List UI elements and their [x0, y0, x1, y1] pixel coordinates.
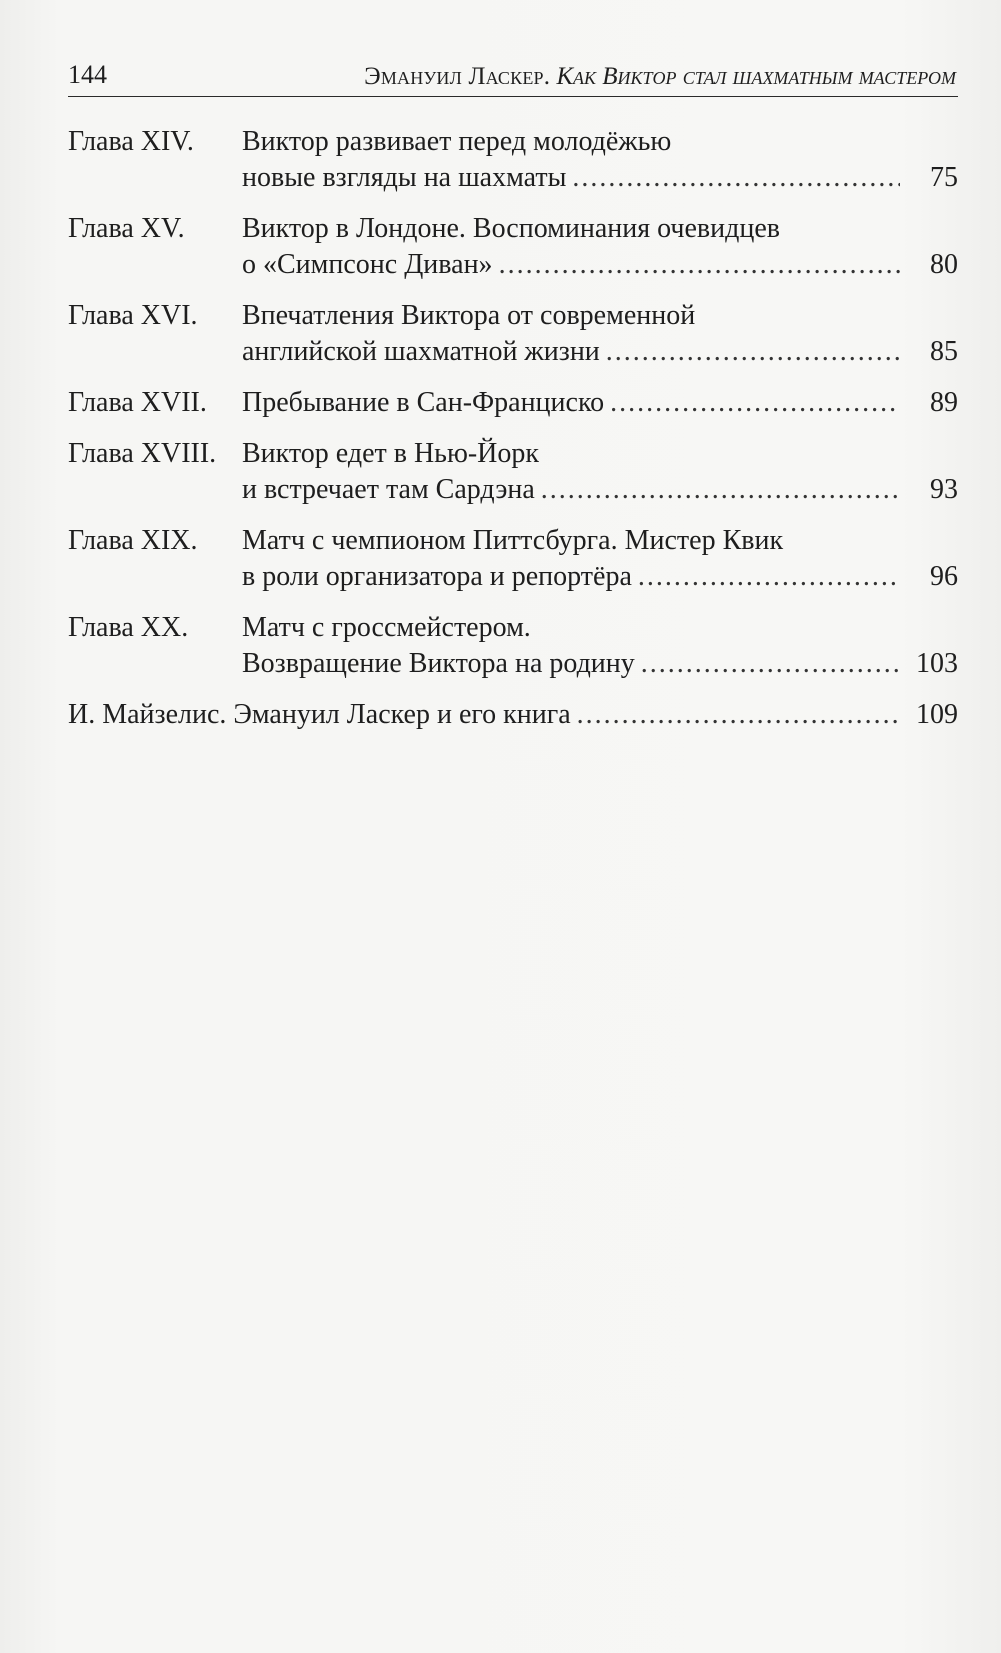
chapter-title	[242, 610, 958, 682]
chapter-title	[242, 436, 958, 508]
dot-leader	[572, 160, 900, 196]
chapter-title	[242, 385, 958, 421]
header-author: Эмануил Ласкер.	[364, 63, 551, 90]
page-ref: 80	[930, 249, 958, 280]
table-of-contents	[68, 124, 958, 748]
toc-entry	[68, 298, 958, 370]
chapter-title-line: Матч с чемпионом Питтсбурга. Мистер Квик	[242, 525, 784, 556]
leader-line	[242, 160, 958, 196]
leader-line	[242, 646, 958, 682]
page-ref: 93	[930, 474, 958, 505]
chapter-title-line: Пребывание в Сан-Франциско	[242, 387, 605, 418]
chapter-label: Глава XVIII.	[68, 438, 217, 469]
toc-entry-afterword	[68, 697, 958, 733]
chapter-title-line: и встречает там Сардэна	[242, 474, 535, 505]
dot-leader	[641, 646, 900, 682]
leader-line	[68, 697, 958, 733]
chapter-title-line: Виктор развивает перед молодёжью	[242, 126, 672, 157]
chapter-label: Глава XV.	[68, 213, 185, 244]
dot-leader	[577, 697, 900, 733]
leader-line	[242, 472, 958, 508]
chapter-title-line: Виктор в Лондоне. Воспоминания очевидцев	[242, 213, 781, 244]
dot-leader	[499, 247, 900, 283]
chapter-title-line: о «Симпсонс Диван»	[242, 249, 493, 280]
chapter-title-line: Возвращение Виктора на родину	[242, 648, 635, 679]
dot-leader	[541, 472, 900, 508]
page-ref: 85	[930, 336, 958, 367]
chapter-label: Глава XX.	[68, 612, 189, 643]
afterword-text: И. Майзелис. Эмануил Ласкер и его книга	[68, 699, 571, 730]
chapter-label: Глава XVII.	[68, 387, 207, 418]
afterword-title	[68, 697, 958, 733]
leader-line	[242, 385, 958, 421]
dot-leader	[606, 334, 900, 370]
chapter-title-line: Виктор едет в Нью-Йорк	[242, 438, 540, 469]
chapter-label: Глава XVI.	[68, 300, 198, 331]
running-header	[68, 58, 958, 97]
chapter-label: Глава XIV.	[68, 126, 194, 157]
dot-leader	[638, 559, 900, 595]
chapter-label: Глава XIX.	[68, 525, 198, 556]
chapter-title	[242, 298, 958, 370]
toc-entry	[68, 211, 958, 283]
header-book-title: Как Виктор стал шахматным мастером	[556, 63, 956, 90]
chapter-title	[242, 523, 958, 595]
page-ref: 89	[930, 387, 958, 418]
page-ref: 103	[916, 648, 958, 679]
chapter-title	[242, 124, 958, 196]
chapter-title	[242, 211, 958, 283]
page-ref: 109	[916, 699, 958, 730]
chapter-title-line: Матч с гроссмейстером.	[242, 612, 531, 643]
chapter-title-line: в роли организатора и репортёра	[242, 561, 632, 592]
toc-entry	[68, 385, 958, 421]
page-number: 144	[68, 60, 107, 89]
leader-line	[242, 247, 958, 283]
chapter-title-line: Впечатления Виктора от современной	[242, 300, 696, 331]
chapter-title-line: новые взгляды на шахматы	[242, 162, 567, 193]
page-ref: 96	[930, 561, 958, 592]
toc-entry	[68, 523, 958, 595]
chapter-title-line: английской шахматной жизни	[242, 336, 600, 367]
running-head	[364, 60, 956, 94]
toc-entry	[68, 436, 958, 508]
toc-entry	[68, 610, 958, 682]
page-ref: 75	[930, 162, 958, 193]
leader-line	[242, 334, 958, 370]
toc-entry	[68, 124, 958, 196]
dot-leader	[610, 385, 900, 421]
leader-line	[242, 559, 958, 595]
